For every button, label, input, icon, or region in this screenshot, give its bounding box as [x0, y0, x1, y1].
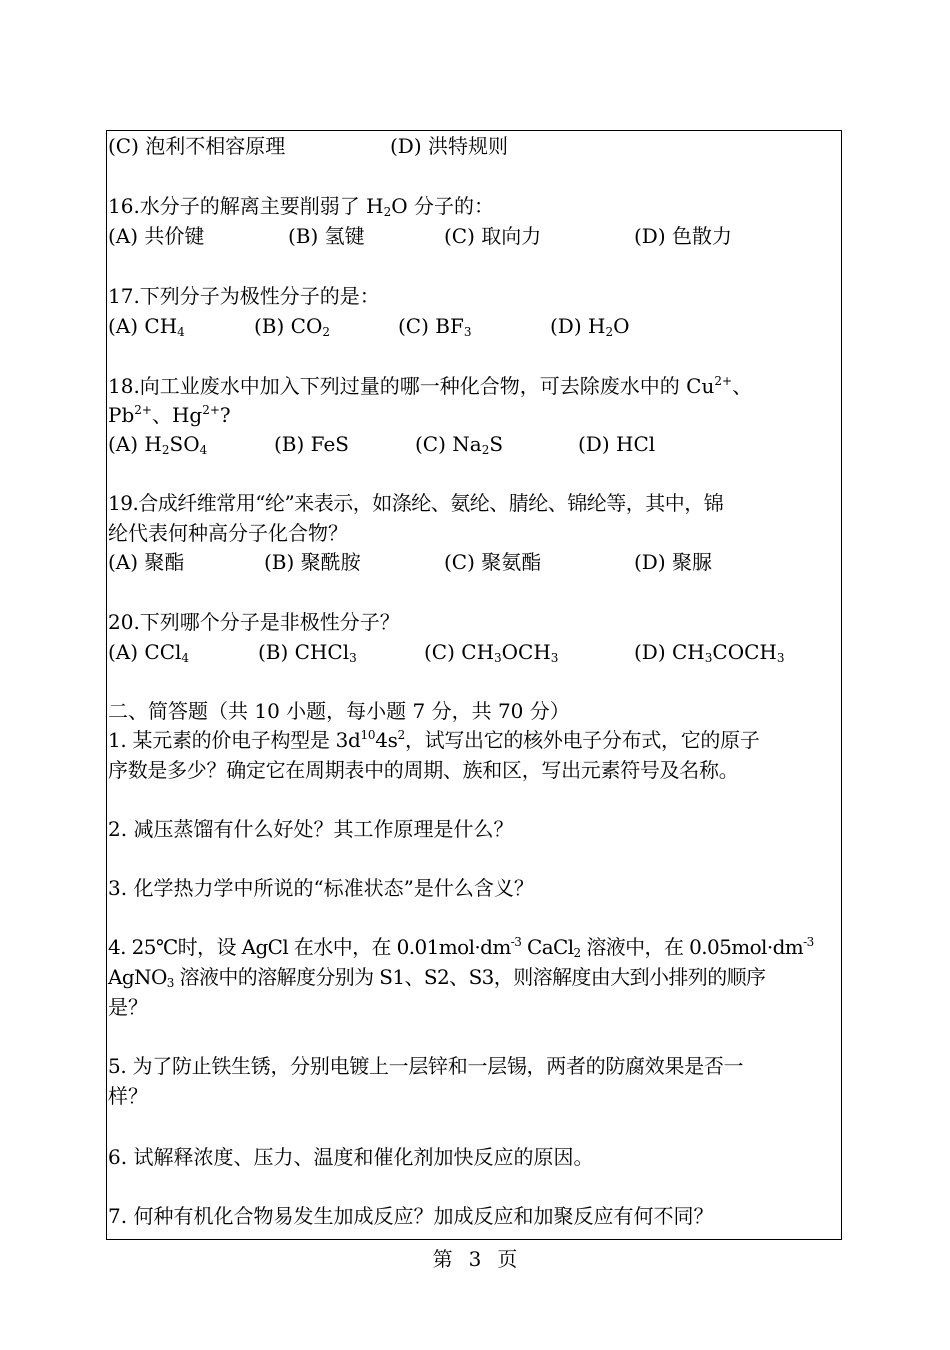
q16-option-c: (C) 取向力 [444, 224, 542, 248]
q20-option-b: (B) CHCl$_3$ [258, 640, 357, 665]
s1-line1: 1. 某元素的价电子构型是 $3d^{10}4s^2$，试写出它的核外电子分布式，它的原子 [108, 728, 760, 752]
s1-line2: 序数是多少？确定它在周期表中的周期、族和区，写出元素符号及名称。 [108, 758, 739, 782]
q18-stem-line2: $Pb^{2+}$、$Hg^{2+}$? [108, 403, 231, 427]
s6-text: 6. 试解释浓度、压力、温度和催化剂加快反应的原因。 [108, 1145, 594, 1169]
q20-option-c: (C) $CH_3OCH_3$ [424, 640, 559, 665]
s7-text: 7. 何种有机化合物易发生加成反应？加成反应和加聚反应有何不同？ [108, 1204, 714, 1228]
page-footer [0, 1247, 950, 1271]
s5-line2: 样？ [108, 1084, 148, 1108]
q15-option-c: (C) 泡利不相容原理 [108, 134, 286, 158]
s4-line2: AgNO$_3$ 溶液中的溶解度分别为 S1、S2、S3，则溶解度由大到小排列的顺序 [108, 965, 766, 990]
q20-stem: 20.下列哪个分子是非极性分子？ [108, 610, 400, 634]
s4-line1: 4. 25℃时，设 AgCl 在水中，在 $0.01mol\cdot dm^{-3}$ CaCl$_2$ 溶液中，在 $0.05mol\cdot dm^{-3}$ [108, 935, 814, 960]
q19-option-a: (A) 聚酯 [108, 550, 185, 574]
q17-option-c: (C) $BF_3$ [398, 314, 472, 339]
q18-option-c: (C) $Na_2S$ [415, 432, 504, 457]
q18-option-d: (D) HCl [578, 432, 656, 456]
footer-ye: 页 [497, 1247, 518, 1271]
q18-stem-line1: 18.向工业废水中加入下列过量的哪一种化合物，可去除废水中的 $Cu^{2+}$、 [108, 374, 753, 398]
q17-option-d: (D) $H_2O$ [550, 314, 630, 339]
q19-option-b: (B) 聚酰胺 [264, 550, 361, 574]
q18-option-a: (A) $H_2SO_4$ [108, 432, 208, 457]
q18-option-b: (B) FeS [274, 432, 349, 456]
s5-line1: 5. 为了防止铁生锈，分别电镀上一层锌和一层锡，两者的防腐效果是否一 [108, 1054, 744, 1078]
q15-option-d: (D) 洪特规则 [390, 134, 508, 158]
q17-option-a: (A) $CH_4$ [108, 314, 185, 339]
q17-stem: 17.下列分子为极性分子的是： [108, 284, 380, 308]
q16-option-b: (B) 氢键 [288, 224, 365, 248]
s3-text: 3. 化学热力学中所说的“标准状态”是什么含义？ [108, 876, 534, 900]
q15-options [108, 134, 508, 158]
q16-option-a: (A) 共价键 [108, 224, 205, 248]
q17-option-b: (B) $CO_2$ [254, 314, 330, 339]
s2-text: 2. 减压蒸馏有什么好处？其工作原理是什么？ [108, 817, 514, 841]
q19-option-d: (D) 聚脲 [634, 550, 712, 574]
q16-stem: 16.水分子的解离主要削弱了 $H_2O$ 分子的： [108, 194, 495, 219]
page-number: 3 [468, 1247, 482, 1271]
q19-option-c: (C) 聚氨酯 [444, 550, 542, 574]
q19-stem-line1: 19.合成纤维常用“纶”来表示，如涤纶、氨纶、腈纶、锦纶等，其中，锦 [108, 491, 724, 515]
q20-option-a: (A) CCl$_4$ [108, 640, 190, 665]
q19-stem-line2: 纶代表何种高分子化合物？ [108, 521, 348, 545]
s4-line3: 是？ [108, 995, 148, 1019]
section2-title: 二、简答题（共 10 小题，每小题 7 分，共 70 分） [108, 699, 570, 723]
footer-di: 第 [432, 1247, 453, 1271]
q16-option-d: (D) 色散力 [634, 224, 732, 248]
q20-option-d: (D) $CH_3COCH_3$ [634, 640, 785, 665]
